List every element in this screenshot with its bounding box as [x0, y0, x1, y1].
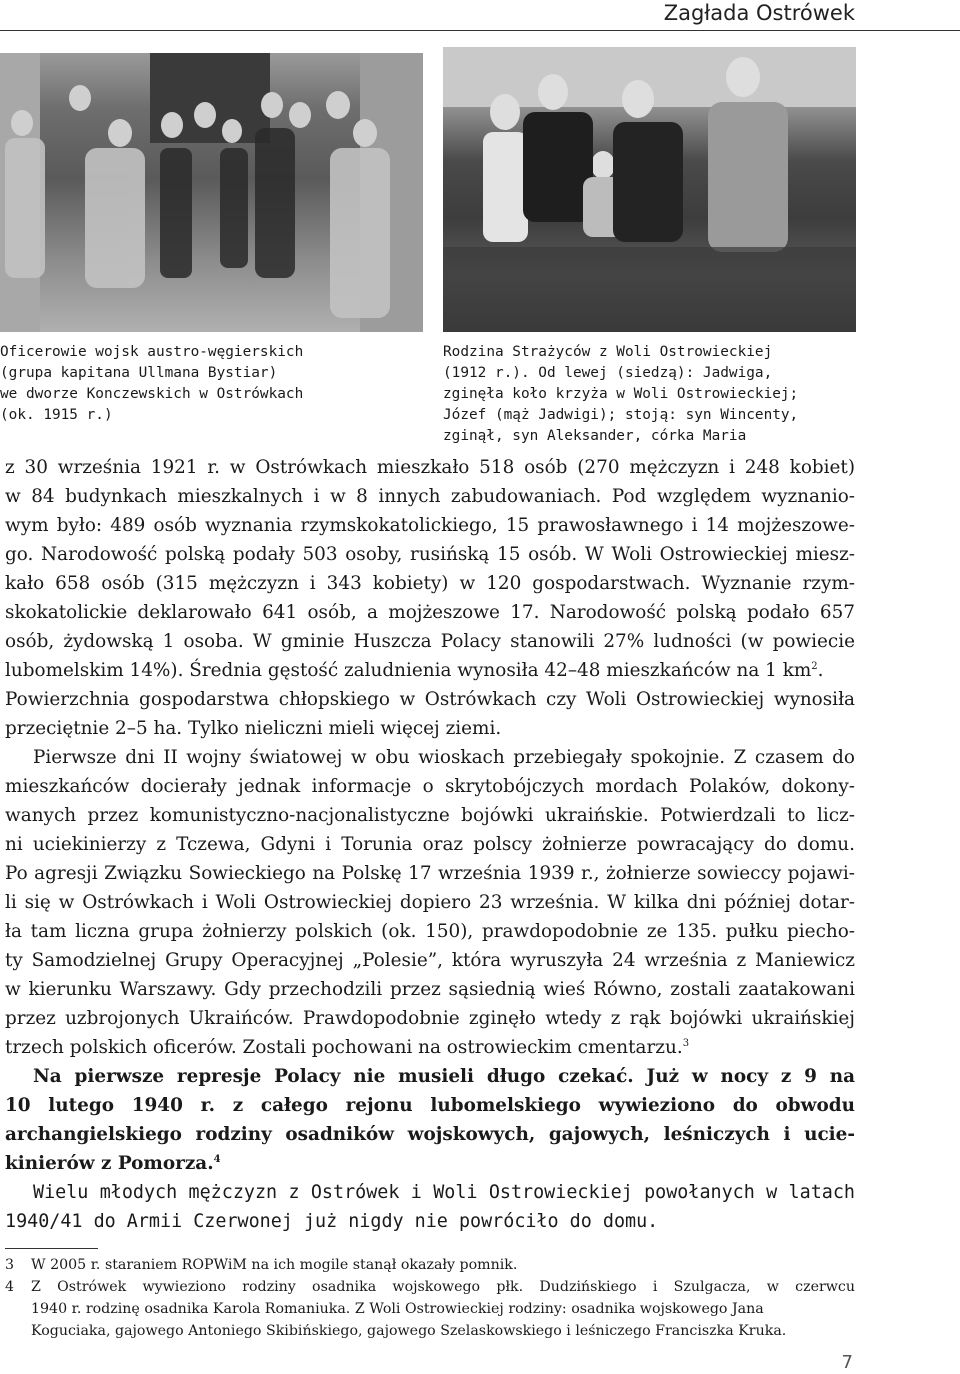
text-line: przeciętnie 2–5 ha. Tylko nieliczni mieli więcej ziemi. — [5, 718, 502, 739]
caption-line: Rodzina Strażyców z Woli Ostrowieckiej — [443, 344, 773, 360]
text-line: li się w Ostrówkach i Woli Ostrowieckiej dopiero 23 września. W kilka dni później dotar- — [5, 892, 855, 913]
photo-caption-left — [0, 342, 303, 426]
header-rule — [0, 30, 960, 31]
text-span: kinierów z Pomorza. — [5, 1153, 214, 1174]
photo-family — [443, 47, 856, 332]
text-line: z 30 września 1921 r. w Ostrówkach mieszkało 518 osób (270 mężczyzn i 248 kobiet) — [5, 457, 855, 478]
text-line: 1940/41 do Armii Czerwonej już nigdy nie powróciło do domu. — [5, 1211, 659, 1232]
text-line: w kierunku Warszawy. Gdy przechodzili przez sąsiednią wieś Równo, zostali zaatakowani — [5, 979, 855, 1000]
text-line: wanych przez komunistyczno-nacjonalistyczne bojówki ukraińskie. Potwierdzali to licz- — [5, 805, 855, 826]
paragraph-4 — [5, 1178, 855, 1236]
text-line: Po agresji Związku Sowieckiego na Polskę 17 września 1939 r., żołnierze sowieccy pojawi- — [5, 863, 855, 884]
footnote-rule — [5, 1248, 98, 1249]
text-line: w 84 budynkach mieszkalnych i w 8 innych zabudowaniach. Pod względem wyznanio- — [5, 486, 855, 507]
text-line: wym było: 489 osób wyznania rzymskokatolickiego, 15 prawosławnego i 14 mojżeszowe- — [5, 515, 855, 536]
text-line: przez uzbrojonych Ukraińców. Prawdopodobnie zginęło wtedy z rąk bojówki ukraińskiej — [5, 1008, 855, 1029]
text-line: 10 lutego 1940 r. z całego rejonu lubomelskiego wywieziono do obwodu — [5, 1095, 855, 1116]
footnotes — [5, 1254, 855, 1342]
footnote-text: 1940 r. rodzinę osadnika Karola Romaniuka. Z Woli Ostrowieckiej rodziny: osadnika wojskowego Jana — [31, 1301, 764, 1317]
text-line: ty Samodzielnej Grupy Operacyjnej „Polesie”, która wyruszyła 24 września z Maniewicz — [5, 950, 855, 971]
caption-line: zginęła koło krzyża w Woli Ostrowieckiej; — [443, 386, 799, 402]
caption-line: Oficerowie wojsk austro-węgierskich — [0, 344, 304, 360]
footnote-3 — [5, 1254, 855, 1276]
caption-line: (1912 r.). Od lewej (siedzą): Jadwiga, — [443, 365, 773, 381]
running-header: Zagłada Ostrówek — [663, 1, 855, 25]
page-number: 7 — [841, 1352, 853, 1373]
photo-caption-right — [443, 342, 798, 447]
footnote-4 — [5, 1276, 855, 1298]
caption-line: Józef (mąż Jadwigi); stoją: syn Wincenty, — [443, 407, 799, 423]
photo-family-drawing — [443, 47, 856, 332]
caption-line: (ok. 1915 r.) — [0, 407, 113, 423]
text-line: archangielskiego rodziny osadników wojskowych, gajowych, leśniczych i ucie- — [5, 1124, 855, 1145]
text-line: Pierwsze dni II wojny światowej w obu wioskach przebiegały spokojnie. Z czasem do — [33, 747, 855, 768]
text-line: kało 658 osób (315 mężczyzn i 343 kobiety) w 120 gospodarstwach. Wyznanie rzym- — [5, 573, 855, 594]
photo-officers — [0, 53, 423, 332]
text-span: . — [817, 660, 824, 681]
text-line — [5, 1149, 855, 1178]
caption-line: (grupa kapitana Ullmana Bystiar) — [0, 365, 278, 381]
text-line: Powierzchnia gospodarstwa chłopskiego w Ostrówkach czy Woli Ostrowieckiej wynosiła — [5, 689, 855, 710]
footnote-text: W 2005 r. staraniem ROPWiM na ich mogile stanął okazały pomnik. — [31, 1257, 518, 1273]
text-line — [5, 1033, 855, 1062]
text-line — [5, 656, 855, 685]
footnote-number: 4 — [5, 1279, 15, 1295]
text-line: ni uciekinierzy z Tczewa, Gdyni i Torunia oraz polscy żołnierze powracający do domu. — [5, 834, 855, 855]
text-line: Wielu młodych mężczyzn z Ostrówek i Woli Ostrowieckiej powołanych w latach — [33, 1182, 855, 1203]
paragraph-2 — [5, 743, 855, 1062]
text-line: ła tam liczna grupa żołnierzy polskich (ok. 150), prawdopodobnie ze 135. pułku piecho- — [5, 921, 855, 942]
text-line: mieszkańców docierały jednak informacje o skrytobójczych mordach Polaków, dokony- — [5, 776, 855, 797]
text-line: osób, żydowską 1 osoba. W gminie Huszcza Polacy stanowili 27% ludności (w powiecie — [5, 631, 855, 652]
body-text — [5, 453, 855, 1236]
superscript: 4 — [213, 1154, 221, 1165]
text-line: go. Narodowość polską podały 503 osoby, rusińską 15 osób. W Woli Ostrowieckiej miesz- — [5, 544, 855, 565]
paragraph-1 — [5, 453, 855, 743]
text-line: skokatolickie deklarowało 641 osób, a mojżeszowe 17. Narodowość polską podało 657 — [5, 602, 855, 623]
footnote-text: Z Ostrówek wywieziono rodziny osadnika wojskowego płk. Dudzińskiego i Szulgacza, w czerwcu — [31, 1279, 855, 1295]
photo-officers-drawing — [0, 53, 423, 332]
paragraph-3-bold — [5, 1062, 855, 1178]
footnote-number: 3 — [5, 1257, 15, 1273]
caption-line: zginął, syn Aleksander, córka Maria — [443, 428, 747, 444]
footnote-text: Koguciaka, gajowego Antoniego Skibińskiego, gajowego Szelaskowskiego i leśniczego Franciszka Kruka. — [31, 1323, 787, 1339]
superscript: 2 — [811, 661, 818, 672]
text-span: lubomelskim 14%). Średnia gęstość zaludnienia wynosiła 42–48 mieszkańców na 1 km — [5, 660, 812, 681]
text-line: Na pierwsze represje Polacy nie musieli długo czekać. Już w nocy z 9 na — [33, 1066, 855, 1087]
caption-line: we dworze Konczewskich w Ostrówkach — [0, 386, 304, 402]
text-span: trzech polskich oficerów. Zostali pochowani na ostrowieckim cmentarzu. — [5, 1037, 683, 1058]
superscript: 3 — [682, 1038, 690, 1049]
